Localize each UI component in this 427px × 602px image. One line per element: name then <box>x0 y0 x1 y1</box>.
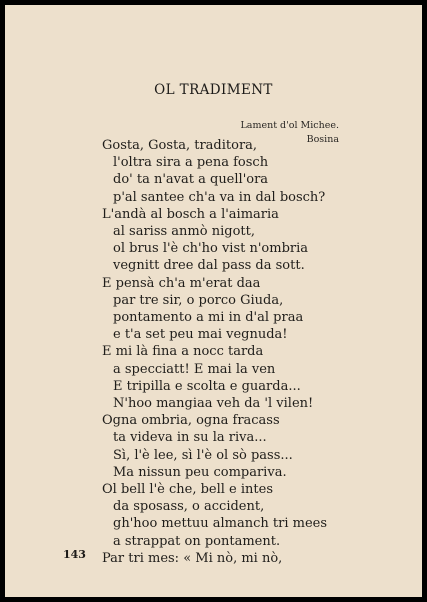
verse-line: Ma nissun peu compariva. <box>113 464 287 480</box>
verse-line: Sì, l'è lee, sì l'è ol sò pass... <box>113 447 293 463</box>
verse-line: e t'a set peu mai vegnuda! <box>113 327 288 343</box>
verse-line: vegnitt dree dal pass da sott. <box>113 258 305 274</box>
verse-line: E pensà ch'a m'erat daa <box>102 275 261 291</box>
verse-line: do' ta n'avat a quell'ora <box>113 172 269 188</box>
verse-line: al sariss anmò nigott, <box>113 224 255 239</box>
attribution-line-2: Bosina <box>306 134 339 145</box>
verse-line: Gosta, Gosta, traditora, <box>102 138 258 153</box>
verse-line: N'hoo mangiaa veh da 'l vilen! <box>113 396 314 411</box>
verse-line: a strappat on pontament. <box>113 533 281 549</box>
attribution-line-1: Lament d'ol Michee. <box>240 120 339 131</box>
page-number: 143 <box>63 548 86 561</box>
verse-line: da sposass, o accident, <box>113 499 265 515</box>
verse-line: par tre sir, o porco Giuda, <box>113 292 284 308</box>
verse-line: Ol bell l'è che, bell e intes <box>102 482 273 497</box>
verse-line: Ogna ombria, ogna fracass <box>102 413 280 429</box>
verse-line: L'andà al bosch a l'aimaria <box>102 206 279 222</box>
verse-line: ta videva in su la riva... <box>113 430 267 446</box>
book-page <box>5 5 422 597</box>
verse-line: gh'hoo mettuu almanch tri mees <box>113 516 328 532</box>
verse-line: pontamento a mi in d'al praa <box>113 310 304 325</box>
verse-line: a specciatt! E mai la ven <box>113 361 276 377</box>
verse-line: ol brus l'è ch'ho vist n'ombria <box>113 241 309 257</box>
verse-line: E tripilla e scolta e guarda... <box>113 378 301 394</box>
verse-line: E mi là fina a nocc tarda <box>102 344 264 360</box>
verse-line: p'al santee ch'a va in dal bosch? <box>113 189 326 205</box>
verse-line: Par tri mes: « Mi nò, mi nò, <box>102 550 283 566</box>
poem-title: OL TRADIMENT <box>154 82 273 98</box>
verse-line: l'oltra sira a pena fosch <box>113 155 269 171</box>
